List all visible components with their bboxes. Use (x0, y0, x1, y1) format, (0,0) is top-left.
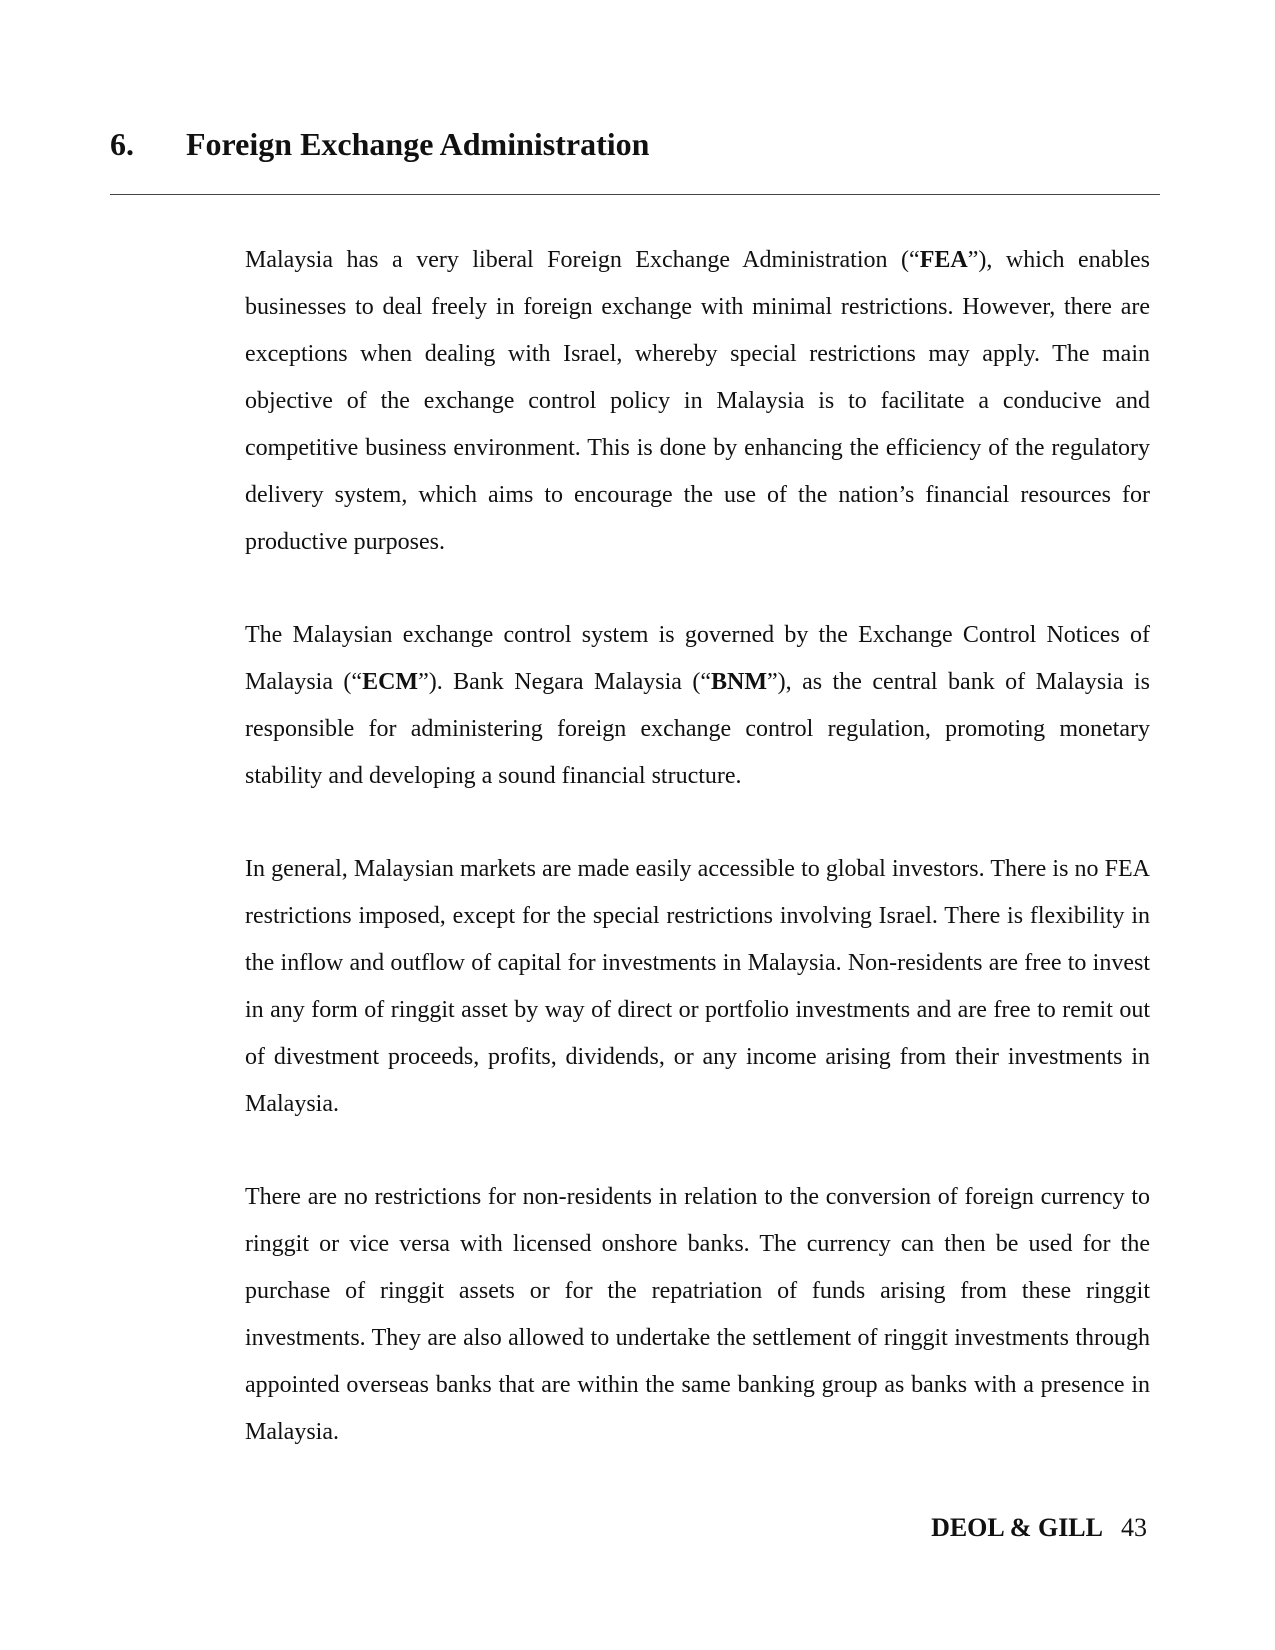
paragraph-text: In general, Malaysian markets are made easily accessible to global investors. There is no FEA restrictions imposed, except for the special restrictions involving Israel. There is flexibility in the inflow and outflow of capital for investments in Malaysia. Non-residents are free to invest in any form of ringgit asset by way of direct or portfolio investments and are free to remit out of divestment proceeds, profits, dividends, or any income arising from their investments in Malaysia. (245, 856, 1150, 1117)
page-footer (931, 1515, 1147, 1541)
section-heading (110, 128, 1160, 160)
paragraph-ecm-bnm (245, 612, 1150, 800)
body-text (245, 237, 1150, 1456)
paragraph-market-access (245, 846, 1150, 1128)
section-title: Foreign Exchange Administration (186, 126, 650, 162)
paragraph-text: ”). Bank Negara Malaysia (“ (418, 669, 712, 695)
paragraph-text: ”), which enables businesses to deal freely in foreign exchange with minimal restrictions. However, there are exceptions when dealing with Israel, whereby special restrictions may apply. The main objective of the exchange control policy in Malaysia is to facilitate a conducive and competitive business environment. This is done by enhancing the efficiency of the regulatory delivery system, which aims to encourage the use of the nation’s financial resources for productive purposes. (245, 247, 1150, 555)
footer-firm-name: DEOL & GILL (931, 1513, 1103, 1542)
paragraph-text: ”), as the central bank of Malaysia is responsible for administering foreign exchange control regulation, promoting monetary stability and developing a sound financial structure. (245, 669, 1150, 789)
paragraph-currency-conversion (245, 1174, 1150, 1456)
defined-term-bnm: BNM (711, 669, 768, 695)
paragraph-text: Malaysia has a very liberal Foreign Exchange Administration (“ (245, 247, 920, 273)
section-number: 6. (110, 126, 134, 162)
heading-divider (110, 194, 1160, 195)
defined-term-ecm: ECM (362, 669, 419, 695)
paragraph-text: The Malaysian exchange control system is governed by the Exchange Control Notices of Malaysia (“ (245, 622, 1150, 695)
defined-term-fea: FEA (919, 247, 968, 273)
page-number: 43 (1121, 1513, 1147, 1542)
paragraph-text: There are no restrictions for non-residents in relation to the conversion of foreign currency to ringgit or vice versa with licensed onshore banks. The currency can then be used for the purchase of ringgit assets or for the repatriation of funds arising from these ringgit investments. They are also allowed to undertake the settlement of ringgit investments through appointed overseas banks that are within the same banking group as banks with a presence in Malaysia. (245, 1184, 1150, 1445)
paragraph-fea-overview (245, 237, 1150, 566)
